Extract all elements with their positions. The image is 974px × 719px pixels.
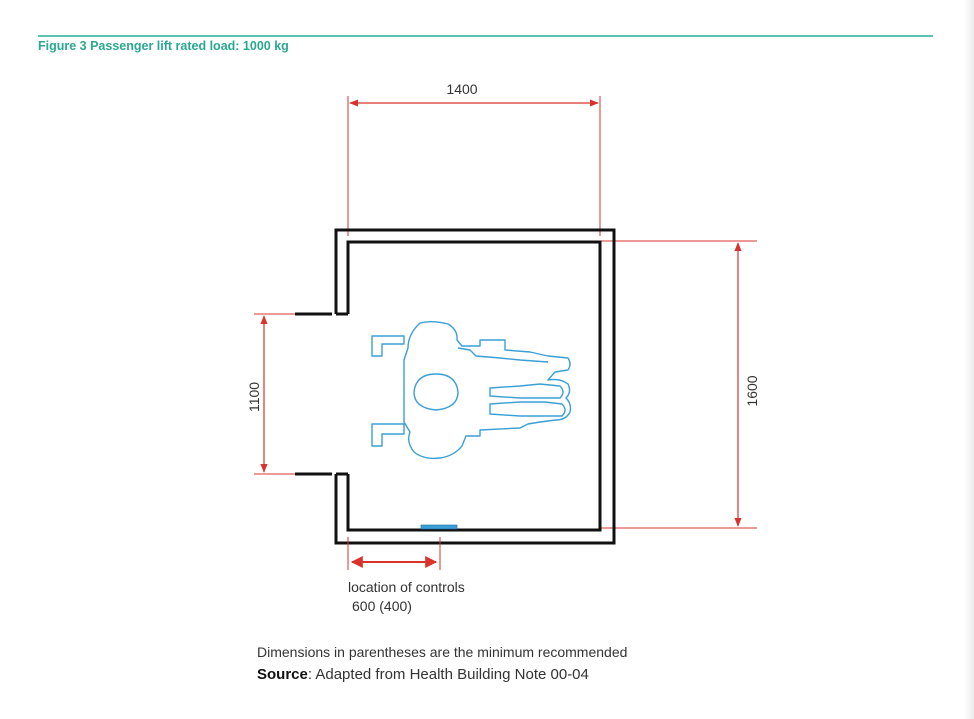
depth-dimension-label: 1600 (744, 375, 760, 407)
wheelchair-user-icon (372, 322, 571, 459)
width-dimension-label: 1400 (446, 81, 478, 97)
door-dimension-label: 1100 (246, 381, 262, 413)
controls-label: location of controls (348, 579, 465, 595)
controls-value: 600 (400) (352, 598, 412, 614)
figure-title: Figure 3 Passenger lift rated load: 1000 kg (38, 39, 289, 53)
control-panel-icon (421, 525, 457, 529)
page-edge-shadow (964, 0, 974, 719)
width-dimension (348, 96, 600, 236)
source-text: : Adapted from Health Building Note 00-04 (307, 666, 589, 683)
lift-car-walls (295, 230, 614, 543)
source-line (257, 666, 589, 683)
source-label: Source (257, 666, 308, 683)
depth-dimension (600, 241, 757, 528)
dimension-note: Dimensions in parentheses are the minimum recommended (257, 644, 628, 660)
controls-annotation (348, 578, 465, 616)
